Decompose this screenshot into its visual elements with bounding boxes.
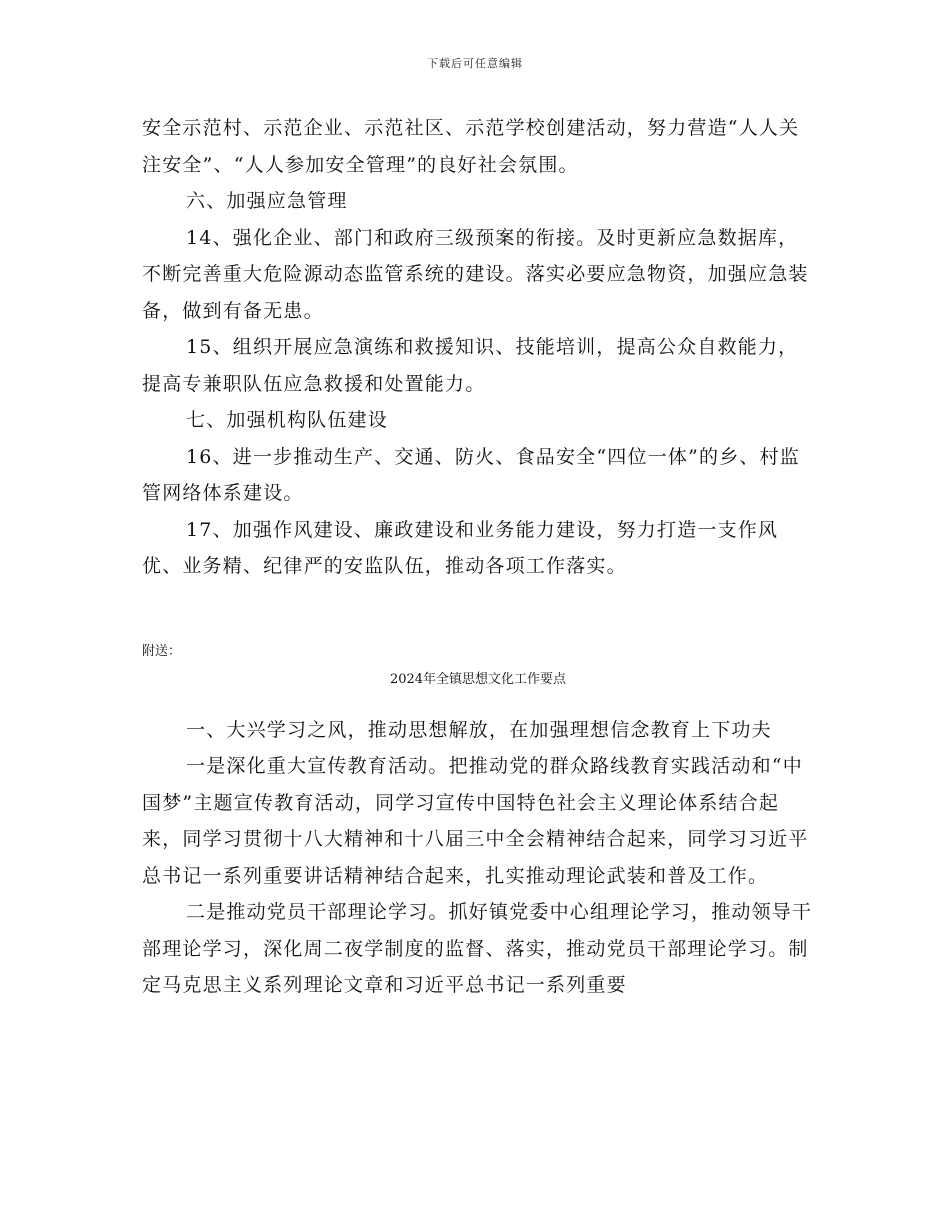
- annex-title: 2024年全镇思想文化工作要点: [389, 671, 567, 687]
- section-heading-team: 七、加强机构队伍建设: [186, 409, 389, 431]
- annex-heading-1: 一、大兴学习之风，推动思想解放，在加强理想信念教育上下功夫: [186, 718, 772, 741]
- document-body: [142, 110, 814, 1004]
- paragraph-item-17: 17、加强作风建设、廉政建设和业务能力建设，努力打造一支作风优、业务精、纪律严的安监队伍，推动各项工作落实。: [142, 518, 779, 577]
- paragraph-item-14: 14、强化企业、部门和政府三级预案的衔接。及时更新应急数据库，不断完善重大危险源动态监管系统的建设。落实必要应急物资，加强应急装备，做到有备无患。: [142, 226, 809, 322]
- section-spacer: [142, 585, 814, 636]
- section-heading-emergency: 六、加强应急管理: [186, 190, 348, 212]
- page-header: 下载后可任意编辑: [427, 57, 523, 70]
- paragraph-item-16: 16、进一步推动生产、交通、防火、食品安全“四位一体”的乡、村监管网络体系建设。: [142, 445, 801, 504]
- annex-paragraph-1: 一是深化重大宣传教育活动。把推动党的群众路线教育实践活动和“中国梦”主题宣传教育活动，同学习宣传中国特色社会主义理论体系结合起来，同学习贯彻十八大精神和十八届三中全会精神结合起来，同学习习近平总书记一系列重要讲话精神结合起来，扎实推动理论武装和普及工作。: [142, 755, 809, 887]
- paragraph-continuation: 安全示范村、示范企业、示范社区、示范学校创建活动，努力营造“人人关注安全”、“人人参加安全管理”的良好社会氛围。: [142, 117, 800, 176]
- annex-label: 附送：: [142, 643, 182, 659]
- paragraph-item-15: 15、组织开展应急演练和救援知识、技能培训，提高公众自救能力，提高专兼职队伍应急救援和处置能力。: [142, 336, 799, 395]
- annex-paragraph-2: 二是推动党员干部理论学习。抓好镇党委中心组理论学习，推动领导干部理论学习，深化周二夜学制度的监督、落实，推动党员干部理论学习。制定马克思主义系列理论文章和习近平总书记一系列重要: [142, 901, 813, 996]
